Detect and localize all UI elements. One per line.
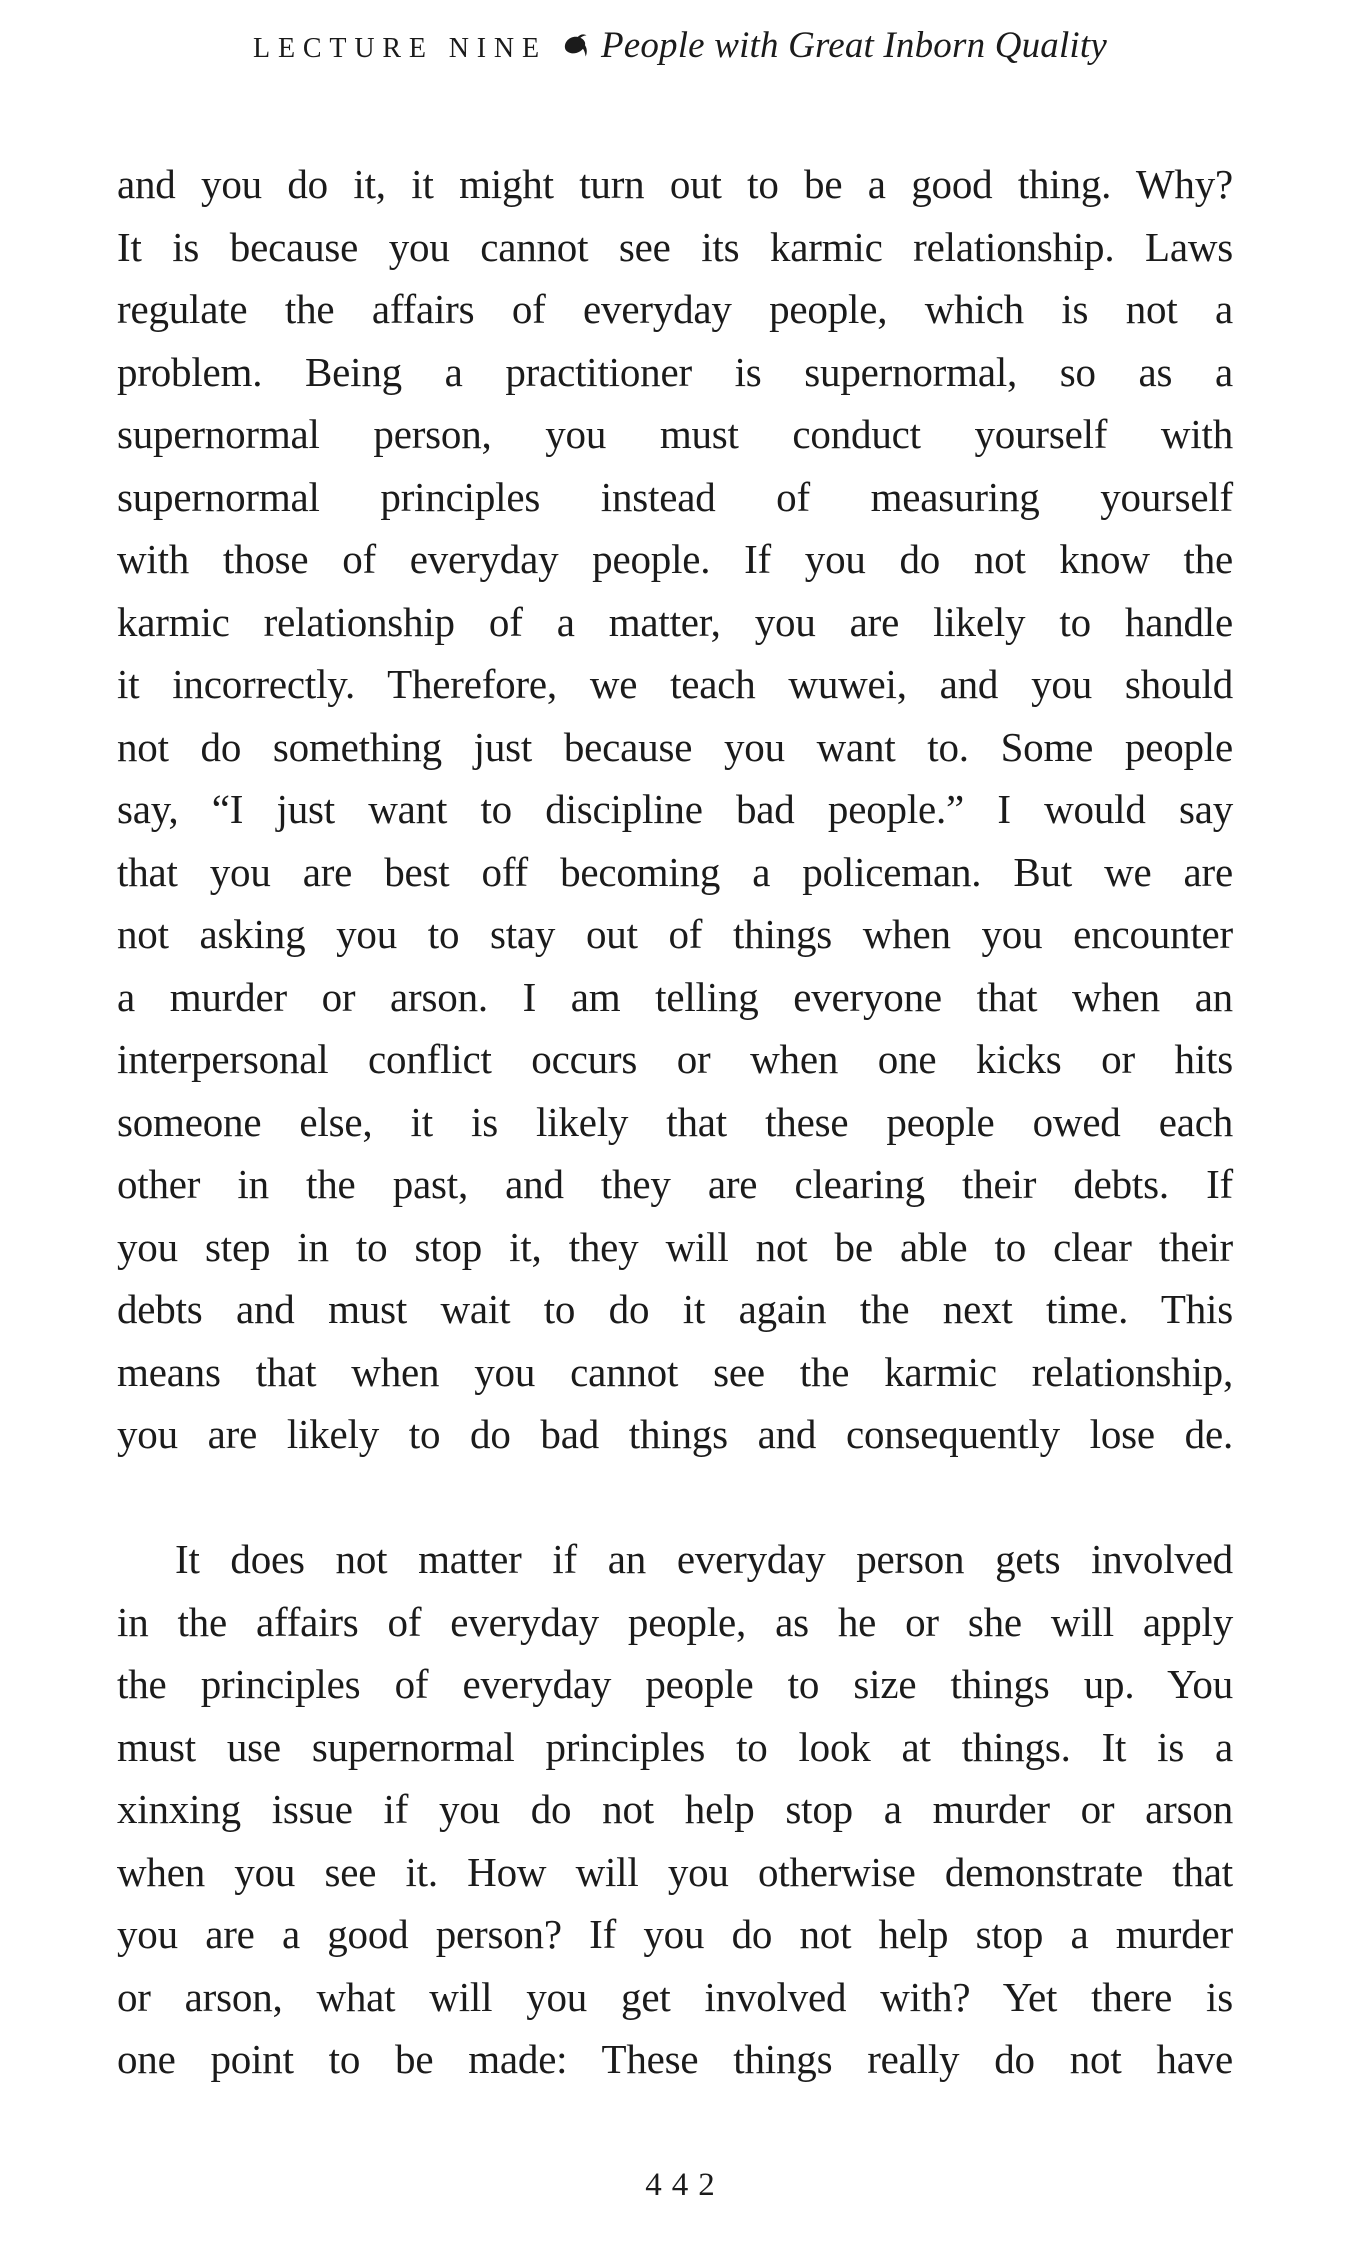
running-header — [0, 24, 1360, 67]
paragraph — [117, 153, 1233, 1466]
text-line: in the affairs of everyday people, as he or she will apply — [117, 1598, 1233, 1645]
fleuron-leaf-icon — [561, 31, 591, 66]
text-line: and you do it, it might turn out to be a good thing. Why? — [117, 161, 1233, 207]
text-line: the principles of everyday people to size things up. You — [117, 1661, 1233, 1707]
text-line: debts and must wait to do it again the next time. This — [117, 1286, 1233, 1332]
text-line: a murder or arson. I am telling everyone that when an — [117, 973, 1233, 1020]
text-line: with those of everyday people. If you do not know the — [117, 536, 1233, 582]
text-line: regulate the affairs of everyday people, which is not a — [117, 286, 1233, 332]
lecture-number-label: LECTURE NINE — [253, 33, 547, 64]
page-number: 442 — [645, 2167, 725, 2203]
text-line: It does not matter if an everyday person gets involved — [175, 1536, 1233, 1582]
paragraph — [117, 1528, 1233, 2091]
chapter-title: People with Great Inborn Quality — [600, 25, 1107, 66]
text-line: one point to be made: These things really do not have — [117, 2036, 1233, 2082]
text-line: other in the past, and they are clearing their debts. If — [117, 1161, 1233, 1207]
text-line: problem. Being a practitioner is supernormal, so as a — [117, 348, 1233, 395]
text-line: you are likely to do bad things and consequently lose de. — [117, 1411, 1233, 1457]
text-line: interpersonal conflict occurs or when one kicks or hits — [117, 1036, 1233, 1082]
text-line: xinxing issue if you do not help stop a murder or arson — [117, 1786, 1233, 1832]
text-line: It is because you cannot see its karmic relationship. Laws — [117, 223, 1233, 270]
text-line: not asking you to stay out of things when you encounter — [117, 911, 1233, 957]
text-line: means that when you cannot see the karmic relationship, — [117, 1348, 1233, 1395]
text-line: someone else, it is likely that these people owed each — [117, 1098, 1233, 1145]
text-line: it incorrectly. Therefore, we teach wuwei, and you should — [117, 661, 1233, 707]
text-line: supernormal principles instead of measuring yourself — [117, 473, 1233, 520]
body-text — [117, 153, 1233, 2091]
text-line: karmic relationship of a matter, you are likely to handle — [117, 598, 1233, 645]
text-line: when you see it. How will you otherwise demonstrate that — [117, 1848, 1233, 1895]
text-line: say, “I just want to discipline bad people.” I would say — [117, 786, 1233, 832]
text-line: not do something just because you want to. Some people — [117, 723, 1233, 770]
text-line: must use supernormal principles to look at things. It is a — [117, 1723, 1233, 1770]
text-line: you step in to stop it, they will not be able to clear their — [117, 1223, 1233, 1270]
text-line: you are a good person? If you do not help stop a murder — [117, 1911, 1233, 1957]
text-line: supernormal person, you must conduct yourself with — [117, 411, 1233, 457]
text-line: that you are best off becoming a policeman. But we are — [117, 848, 1233, 895]
text-line: or arson, what will you get involved with? Yet there is — [117, 1973, 1233, 2020]
